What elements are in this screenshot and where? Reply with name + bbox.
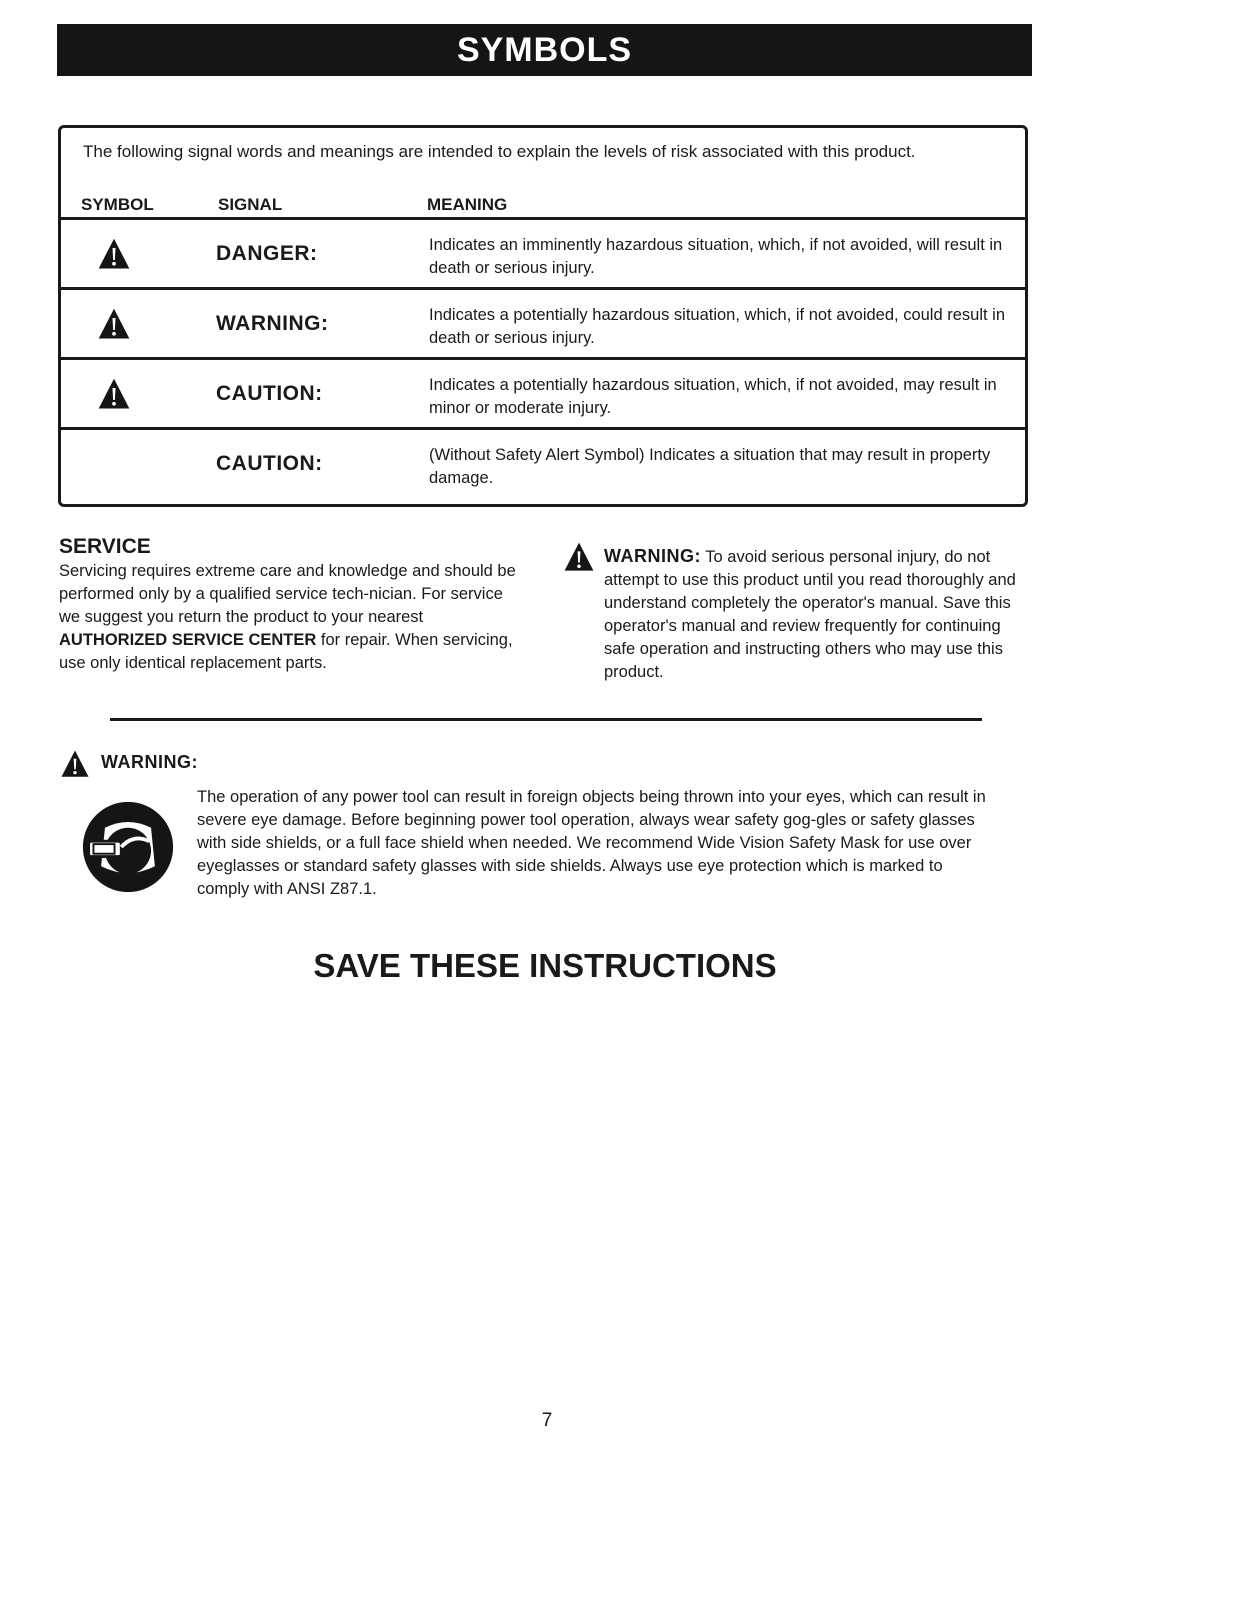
manual-warning-text: To avoid serious personal injury, do not attempt to use this product until you read thoroughly and understand completely the operator's manual. Save this operator's manual and review frequently for continuing safe operation and instructing others who may use this product.	[604, 548, 1016, 681]
column-header-meaning: MEANING	[427, 195, 508, 214]
column-header-symbol: SYMBOL	[81, 195, 154, 214]
service-text-before: Servicing requires extreme care and knowledge and should be performed only by a qualified service tech-nician. For service we suggest you return the product to your nearest	[59, 562, 516, 626]
section-divider	[110, 718, 982, 721]
table-row-warning	[61, 290, 1025, 360]
column-header-signal: SIGNAL	[218, 195, 283, 214]
service-paragraph	[59, 560, 519, 675]
service-text-after: for repair. When servicing, use only identical replacement parts.	[59, 631, 513, 672]
table-row-caution	[61, 360, 1025, 430]
signal-meaning: Indicates an imminently hazardous situation, which, if not avoided, will result in death or serious injury.	[429, 236, 1003, 277]
safety-alert-icon	[97, 307, 131, 341]
table-row-caution-no-symbol	[61, 430, 1025, 500]
signal-word: DANGER:	[216, 242, 318, 265]
signal-words-table	[58, 125, 1028, 507]
manual-warning	[604, 545, 1034, 684]
eye-warning-text: The operation of any power tool can result in foreign objects being thrown into your eyes, which can result in severe eye damage. Before beginning power tool operation, always wear safety gog-gles or safety glasses with side shields, or a full face shield when needed. We recommend Wide Vision Safety Mask for use over eyeglasses or standard safety glasses with side shields. Always use eye protection which is marked to comply with ANSI Z87.1.	[197, 788, 986, 898]
safety-alert-icon	[563, 541, 595, 573]
eye-protection-icon	[80, 799, 176, 895]
signal-word: CAUTION:	[216, 382, 323, 405]
page-title-banner	[57, 24, 1032, 76]
safety-alert-icon	[97, 237, 131, 271]
authorized-service-center: AUTHORIZED SERVICE CENTER	[59, 631, 317, 649]
table-row-danger	[61, 220, 1025, 290]
signal-word: WARNING:	[216, 312, 329, 335]
page-number: 7	[541, 1410, 553, 1431]
safety-alert-icon	[97, 377, 131, 411]
signal-meaning: (Without Safety Alert Symbol) Indicates a situation that may result in property damage.	[429, 446, 991, 487]
service-heading: SERVICE	[59, 535, 151, 558]
warning-label: WARNING:	[604, 546, 701, 566]
save-instructions-heading: SAVE THESE INSTRUCTIONS	[313, 947, 777, 984]
eye-warning-label: WARNING:	[101, 752, 198, 772]
table-intro: The following signal words and meanings are intended to explain the levels of risk associated with this product.	[83, 142, 916, 161]
signal-meaning: Indicates a potentially hazardous situation, which, if not avoided, may result in minor or moderate injury.	[429, 376, 997, 417]
safety-alert-icon	[60, 749, 90, 779]
signal-meaning: Indicates a potentially hazardous situation, which, if not avoided, could result in death or serious injury.	[429, 306, 1006, 347]
signal-word: CAUTION:	[216, 452, 323, 475]
page-title: SYMBOLS	[456, 30, 633, 69]
